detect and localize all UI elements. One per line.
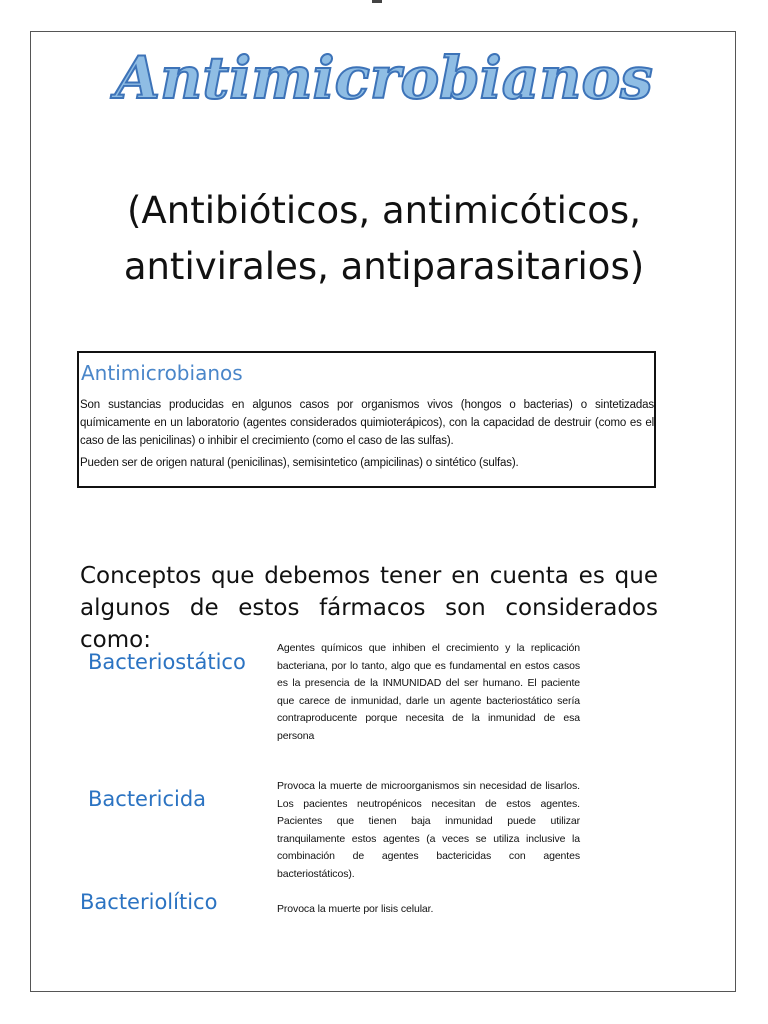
page-title: Antimicrobianos: [115, 44, 653, 112]
description-bacteriolitico: Provoca la muerte por lisis celular.: [277, 903, 434, 915]
description-bactericida: Provoca la muerte de microorganismos sin necesidad de lisarlos. Los pacientes neutropénicos necesitan de estos agentes. Pacientes que tienen baja inmunidad puede utilizar tranquilamente estos agentes (a veces se utiliza inclusive la combinación de agentes bactericidas con agentes bacteriostáticos).: [277, 780, 580, 880]
origin-paragraph: Pueden ser de origen natural (penicilinas), semisintetico (ampicilinas) o sintético (sulfas).: [80, 457, 519, 469]
description-bacteriostatico: Agentes químicos que inhiben el crecimiento y la replicación bacteriana, por lo tanto, algo que es fundamental en estos casos es la presencia de la INMUNIDAD del ser humano. El paciente que carece de inmunidad, darle un agente bacteriostático sería contraproducente porque necesita de la inmunidad de esa persona: [277, 642, 580, 742]
definition-heading: Antimicrobianos: [81, 361, 243, 385]
term-bactericida: Bactericida: [88, 787, 207, 811]
term-bacteriostatico: Bacteriostático: [88, 650, 246, 674]
definition-paragraph: Son sustancias producidas en algunos casos por organismos vivos (hongos o bacterias) o sintetizadas químicamente en un laboratorio (agentes considerados quimioterápicos), con la capacidad de destruir (como es el caso de las penicilinas) o inhibir el crecimiento (como el caso de las sulfas).: [80, 399, 654, 447]
page-top-mark: [372, 0, 382, 3]
page-subtitle: (Antibióticos, antimicóticos, antivirales, antiparasitarios): [123, 189, 645, 288]
term-bacteriolitico: Bacteriolítico: [80, 890, 218, 914]
definition-box: [77, 351, 656, 488]
concepts-intro: Conceptos que debemos tener en cuenta es que algunos de estos fármacos son considerados como:: [80, 563, 658, 653]
